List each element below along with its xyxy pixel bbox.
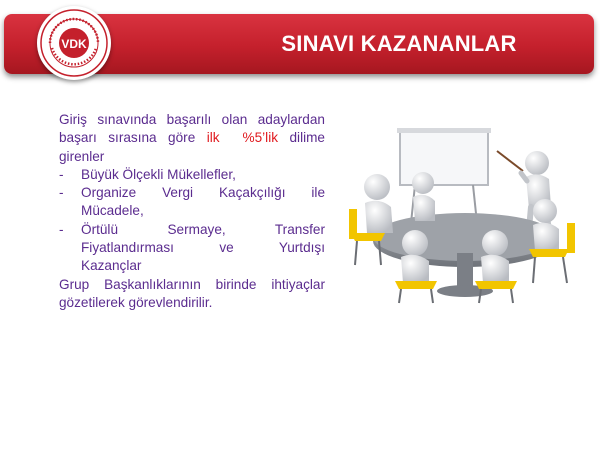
intro-highlight: ilk %5’lik [206, 130, 279, 146]
list-item [59, 166, 325, 184]
list-item [59, 221, 325, 276]
intro-text-end: dilime girenler [59, 130, 325, 164]
list-item-line: Fiyatlandırması ve Yurtdışı [81, 240, 325, 256]
content-block [59, 111, 325, 312]
list-item-line: Örtülü Sermaye, Transfer [81, 221, 325, 237]
meeting-illustration [345, 125, 585, 305]
list-item-line: Organize Vergi Kaçakçılığı ile [81, 185, 325, 201]
list-item-line: Büyük Ölçekli Mükellefler, [81, 166, 236, 182]
intro-paragraph [59, 111, 325, 166]
list-bullet: - [59, 166, 64, 182]
vdk-emblem-icon [37, 6, 111, 80]
intro-text: Giriş sınavında başarılı olan adaylardan başarı sırasına göre [59, 112, 325, 146]
svg-text:VDK: VDK [61, 37, 87, 51]
vdk-logo [37, 6, 111, 80]
page-title: SINAVI KAZANANLAR [281, 31, 517, 56]
list-item-line: Kazançlar [81, 258, 142, 274]
closing-paragraph: Grup Başkanlıklarının birinde ihtiyaçlar gözetilerek görevlendirilir. [59, 276, 325, 310]
unit-list [59, 166, 325, 276]
list-item-line: Mücadele, [81, 203, 144, 219]
list-item [59, 184, 325, 221]
list-bullet: - [59, 221, 64, 237]
list-bullet: - [59, 185, 64, 201]
meeting-table-figures-icon [345, 125, 585, 305]
